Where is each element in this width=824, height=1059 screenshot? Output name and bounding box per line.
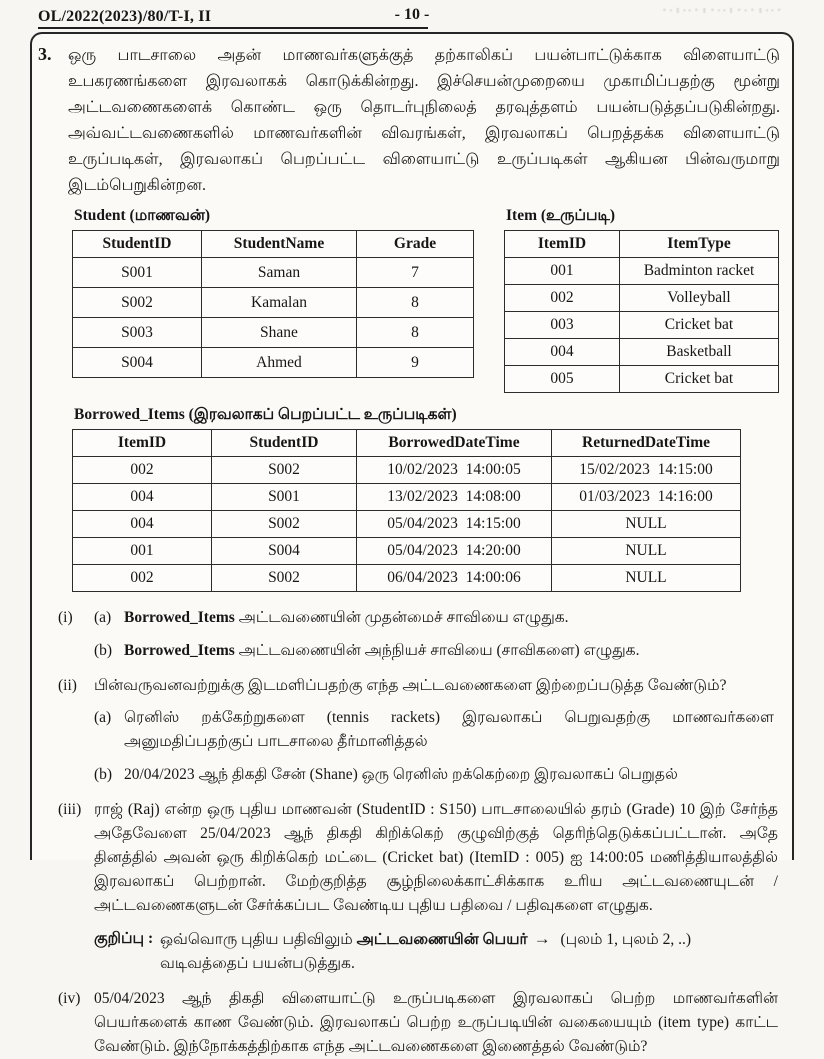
part-ii-b [94, 763, 778, 787]
table-cell: S004 [212, 538, 357, 565]
table-row [73, 538, 741, 565]
part-i-a [94, 606, 778, 630]
student-table-title: Student (மாணவன்) [74, 207, 211, 224]
table-cell: 004 [73, 484, 212, 511]
student-table-block [72, 207, 474, 378]
borrowed-items-header-row [73, 430, 741, 457]
table-cell: 15/02/2023 14:15:00 [552, 457, 741, 484]
table-cell: 05/04/2023 14:15:00 [357, 511, 552, 538]
table-cell: 8 [357, 288, 474, 318]
part-i-b [94, 639, 778, 663]
table-row [73, 258, 474, 288]
table-cell: Basketball [620, 339, 779, 366]
part-i-b-text [124, 639, 778, 663]
part-i-b-label: (b) [94, 642, 113, 659]
table-row [73, 318, 474, 348]
table-row [505, 258, 779, 285]
table-cell: Badminton racket [620, 258, 779, 285]
table-cell: 003 [505, 312, 620, 339]
table-row [73, 288, 474, 318]
student-table-header-row [73, 231, 474, 258]
part-i-a-label: (a) [94, 609, 112, 626]
item-table [504, 230, 779, 393]
table-row [505, 285, 779, 312]
borrowed-items-table-body [73, 457, 741, 592]
table-row [73, 457, 741, 484]
table-cell: Volleyball [620, 285, 779, 312]
table-cell: NULL [552, 538, 741, 565]
table-row [505, 312, 779, 339]
column-header: Grade [357, 231, 474, 258]
table-cell: 05/04/2023 14:20:00 [357, 538, 552, 565]
borrowed-items-table [72, 429, 741, 592]
note-label: குறிப்பு : [94, 930, 154, 947]
page-header [0, 0, 824, 30]
table-cell: Cricket bat [620, 312, 779, 339]
table-cell: 001 [73, 538, 212, 565]
table-cell: S002 [212, 565, 357, 592]
table-cell: S002 [73, 288, 202, 318]
table-cell: 10/02/2023 14:00:05 [357, 457, 552, 484]
table-cell: S001 [212, 484, 357, 511]
table-cell: 13/02/2023 14:08:00 [357, 484, 552, 511]
part-iv [58, 987, 782, 1059]
item-table-title: Item (உருப்படி) [506, 207, 616, 224]
column-header: StudentName [202, 231, 357, 258]
table-name-bold: Borrowed_Items [124, 642, 235, 659]
table-cell: 005 [505, 366, 620, 393]
part-ii-text: பின்வருவனவற்றுக்கு இடமளிப்பதற்கு எந்த அட்டவணைகளை இற்றைப்படுத்த வேண்டும்? [94, 677, 727, 694]
top-tables-row [72, 207, 782, 393]
table-cell: 002 [505, 285, 620, 312]
table-cell: 9 [357, 348, 474, 378]
part-iv-text: 05/04/2023 ஆந் திகதி விளையாட்டு உருப்படிகளை இரவலாகப் பெற்ற மாணவர்களின் பெயர்களைக் காண வேண்டும். இரவலாகப் பெற்ற உருப்படியின் வகையையும் (item type) காட்ட வேண்டும். இந்நோக்கத்திற்காக எந்த அட்டவணைகளை இணைத்தல் வேண்டும்? [94, 990, 778, 1055]
part-i-label: (i) [58, 609, 73, 626]
part-ii-b-text: 20/04/2023 ஆந் திகதி சேன் (Shane) ஒரு ரெனிஸ் றக்கெற்றை இரவலாகப் பெறுதல் [124, 766, 678, 783]
part-iii-label: (iii) [58, 801, 82, 818]
table-cell: NULL [552, 565, 741, 592]
table-row [73, 348, 474, 378]
table-cell: 01/03/2023 14:16:00 [552, 484, 741, 511]
part-iii-note [94, 927, 778, 976]
table-row [73, 565, 741, 592]
question-3 [38, 43, 782, 199]
table-row [73, 484, 741, 511]
column-header: ReturnedDateTime [552, 430, 741, 457]
right-arrow-icon: → [533, 929, 551, 948]
column-header: StudentID [212, 430, 357, 457]
part-i [58, 606, 782, 663]
column-header: StudentID [73, 231, 202, 258]
question-parts [58, 606, 782, 1059]
part-ii-a-label: (a) [94, 709, 112, 726]
note-post-text: (புலம் 1, புலம் 2, ..) வடிவத்தைப் பயன்படுத்துக. [160, 931, 692, 972]
part-ii [58, 674, 782, 787]
column-header: BorrowedDateTime [357, 430, 552, 457]
table-name-bold: Borrowed_Items [124, 609, 235, 626]
table-cell: S001 [73, 258, 202, 288]
note-pre-text: ஒவ்வொரு புதிய பதிவிலும் [160, 931, 357, 948]
table-cell: 8 [357, 318, 474, 348]
part-iii [58, 798, 782, 976]
note-bold-text: அட்டவணையின் பெயர் [356, 931, 528, 948]
document-code: OL/2022(2023)/80/T-I, II [38, 8, 428, 29]
table-row [73, 511, 741, 538]
table-cell: Saman [202, 258, 357, 288]
table-cell: Cricket bat [620, 366, 779, 393]
page-number: - 10 - [394, 6, 430, 23]
item-table-header-row [505, 231, 779, 258]
table-cell: Kamalan [202, 288, 357, 318]
table-cell: 06/04/2023 14:00:06 [357, 565, 552, 592]
note-text [160, 927, 778, 976]
question-intro-text: ஒரு பாடசாலை அதன் மாணவர்களுக்குத் தற்காலிகப் பயன்பாட்டுக்காக விளையாட்டு உபகரணங்களை இரவலாகக் கொடுக்கின்றது. இச்செயன்முறையை முகாமிப்பதற்கு மூன்று அட்டவணைகளைக் கொண்ட ஒரு தொடர்புநிலைத் தரவுத்தளம் பயன்படுத்தப்படுகின்றது. அவ்வட்டவணைகளில் மாணவர்களின் விவரங்கள், இரவலாகப் பெறத்தக்க விளையாட்டு உருப்படிகள், இரவலாகப் பெறப்பட்ட விளையாட்டு உருப்படிகள் ஆகியன பின்வருமாறு இடம்பெறுகின்றன. [68, 47, 780, 194]
part-iii-text: ராஜ் (Raj) என்ற ஒரு புதிய மாணவன் (StudentID : S150) பாடசாலையில் தரம் (Grade) 10 இற் சேர்ந்த அதேவேளை 25/04/2023 ஆந் திகதி கிறிக்கெற் குழுவிற்குத் தெரிந்தெடுக்கப்பட்டான். அதே தினத்தில் அவன் ஒரு கிறிக்கெற் மட்டை (Cricket bat) (ItemID : 005) ஐ 14:00:05 மணித்தியாலத்தில் இரவலாகப் பெற்றான். மேற்குறித்த சூழ்நிலைக்காட்சிக்காக உரிய அட்டவணையுடன் / அட்டவணைகளுடன் சேர்க்கப்பட வேண்டிய புதிய பதிவை / பதிவுகளை எழுதுக. [94, 801, 778, 914]
part-ii-label: (ii) [58, 677, 77, 694]
part-ii-a [94, 706, 778, 754]
item-table-block [504, 207, 779, 393]
table-cell: 7 [357, 258, 474, 288]
table-cell: 002 [73, 565, 212, 592]
table-cell: 004 [73, 511, 212, 538]
question-box [30, 32, 794, 1055]
student-table-body [73, 258, 474, 378]
part-i-b-tamil-text: அட்டவணையின் அந்நியச் சாவியை (சாவிகளை) எழுதுக. [234, 642, 640, 659]
table-cell: S004 [73, 348, 202, 378]
table-cell: S002 [212, 511, 357, 538]
part-ii-b-label: (b) [94, 766, 113, 783]
table-row [505, 339, 779, 366]
column-header: ItemID [73, 430, 212, 457]
borrowed-items-table-title: Borrowed_Items (இரவலாகப் பெறப்பட்ட உருப்படிகள்) [74, 406, 457, 423]
question-number: 3. [38, 44, 52, 64]
part-iv-label: (iv) [58, 990, 81, 1007]
table-cell: NULL [552, 511, 741, 538]
table-cell: Shane [202, 318, 357, 348]
table-row [505, 366, 779, 393]
table-cell: Ahmed [202, 348, 357, 378]
table-cell: 001 [505, 258, 620, 285]
column-header: ItemType [620, 231, 779, 258]
table-cell: S003 [73, 318, 202, 348]
scan-smudge-artifact: ᛫·᛬··᛫᛬᛫··᛬᛫·᛫᛬··᛫ [661, 6, 784, 17]
table-cell: 004 [505, 339, 620, 366]
table-cell: 002 [73, 457, 212, 484]
column-header: ItemID [505, 231, 620, 258]
table-cell: S002 [212, 457, 357, 484]
borrowed-items-table-block [72, 406, 782, 592]
part-i-a-tamil-text: அட்டவணையின் முதன்மைச் சாவியை எழுதுக. [234, 609, 569, 626]
student-table [72, 230, 474, 378]
part-ii-a-text: ரெனிஸ் றக்கேற்றுகளை (tennis rackets) இரவலாகப் பெறுவதற்கு மாணவர்களை அனுமதிப்பதற்குப் பாடசாலை தீர்மானித்தல் [124, 709, 774, 750]
part-i-a-text [124, 606, 778, 630]
item-table-body [505, 258, 779, 393]
